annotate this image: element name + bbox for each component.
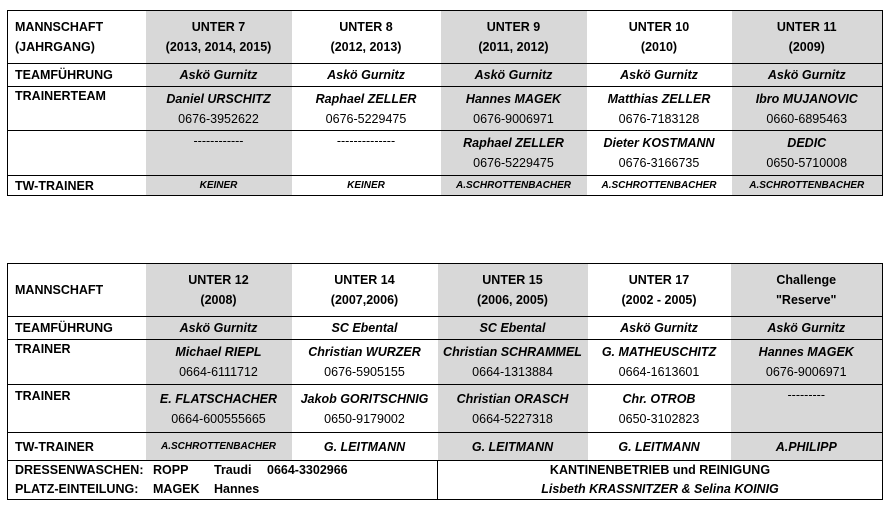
team-header: Challenge "Reserve": [731, 264, 883, 317]
trainer-cell: Michael RIEPL 0664-6111712: [146, 340, 292, 385]
teamfuehrung-cell: Askö Gurnitz: [588, 317, 731, 340]
team-header: UNTER 12 (2008): [146, 264, 292, 317]
trainer-cell: Christian WURZER 0676-5905155: [292, 340, 438, 385]
teamfuehrung-cell: SC Ebental: [438, 317, 588, 340]
team-header: UNTER 8 (2012, 2013): [330, 20, 402, 54]
trainer-label: TRAINER: [8, 385, 146, 433]
tw-trainer-cell: G. LEITMANN: [588, 433, 731, 461]
team-header: UNTER 9 (2011, 2012): [441, 11, 587, 64]
trainer-cell: Christian SCHRAMMEL 0664-1313884: [438, 340, 588, 385]
trainer-cell: Hannes MAGEK 0676-9006971: [731, 340, 883, 385]
trainerteam-label-empty: [8, 131, 146, 176]
teamfuehrung-label: TEAMFÜHRUNG: [8, 317, 146, 340]
trainer-cell: Matthias ZELLER 0676-7183128: [587, 87, 732, 131]
tw-trainer-cell: A.SCHROTTENBACHER: [732, 176, 883, 196]
teamfuehrung-cell: Askö Gurnitz: [146, 317, 292, 340]
platz-einteilung-firstname: Hannes: [214, 482, 260, 496]
trainer-cell: Christian ORASCH 0664-5227318: [438, 385, 588, 433]
tw-trainer-cell: A.PHILIPP: [731, 433, 883, 461]
teamfuehrung-label: TEAMFÜHRUNG: [8, 64, 146, 87]
trainer-label: TRAINER: [8, 340, 146, 385]
platz-einteilung-label: PLATZ-EINTEILUNG:: [15, 482, 139, 496]
teamfuehrung-cell: Askö Gurnitz: [587, 64, 732, 87]
trainer-cell: ------------: [146, 131, 292, 176]
kantine-names: Lisbeth KRASSNITZER & Selina KOINIG: [541, 482, 779, 496]
trainer-cell: Raphael ZELLER 0676-5229475: [441, 131, 587, 176]
mannschaft-label: MANNSCHAFT: [15, 283, 104, 297]
trainer-cell: ---------: [731, 385, 883, 433]
platz-einteilung-name: MAGEK: [153, 482, 200, 496]
trainer-cell: Dieter KOSTMANN 0676-3166735: [587, 131, 732, 176]
tw-trainer-cell: A.SCHROTTENBACHER: [441, 176, 587, 196]
footer-kantine: [438, 461, 883, 500]
trainerteam-label: TRAINERTEAM: [8, 87, 146, 131]
dressenwaschen-name: ROPP: [153, 463, 189, 477]
tw-trainer-label: TW-TRAINER: [8, 176, 146, 196]
trainer-cell: Ibro MUJANOVIC 0660-6895463: [732, 87, 883, 131]
tw-trainer-cell: G. LEITMANN: [292, 433, 438, 461]
team-header: UNTER 15 (2006, 2005): [438, 264, 588, 317]
teamfuehrung-cell: SC Ebental: [292, 317, 438, 340]
tw-trainer-cell: KEINER: [146, 176, 292, 196]
teamfuehrung-cell: Askö Gurnitz: [731, 317, 883, 340]
trainer-cell: --------------: [292, 131, 441, 176]
trainer-cell: Jakob GORITSCHNIG 0650-9179002: [292, 385, 438, 433]
teamfuehrung-cell: Askö Gurnitz: [732, 64, 883, 87]
team-header: UNTER 7 (2013, 2014, 2015): [146, 11, 292, 64]
dressenwaschen-firstname: Traudi: [214, 463, 252, 477]
dressenwaschen-phone: 0664-3302966: [267, 463, 348, 477]
trainer-cell: Daniel URSCHITZ 0676-3952622: [146, 87, 292, 131]
tw-trainer-cell: A.SCHROTTENBACHER: [587, 176, 732, 196]
dressenwaschen-label: DRESSENWASCHEN:: [15, 463, 144, 477]
tw-trainer-cell: KEINER: [292, 176, 441, 196]
trainer-cell: Hannes MAGEK 0676-9006971: [441, 87, 587, 131]
tw-trainer-label: TW-TRAINER: [8, 433, 146, 461]
teamfuehrung-cell: Askö Gurnitz: [441, 64, 587, 87]
footer-duties: [8, 461, 438, 500]
trainer-cell: E. FLATSCHACHER 0664-600555665: [146, 385, 292, 433]
trainer-cell: Chr. OTROB 0650-3102823: [588, 385, 731, 433]
youth-teams-table-1: [7, 10, 883, 196]
kantine-title: KANTINENBETRIEB und REINIGUNG: [549, 463, 771, 477]
tw-trainer-cell: G. LEITMANN: [438, 433, 588, 461]
trainer-cell: G. MATHEUSCHITZ 0664-1613601: [588, 340, 731, 385]
mannschaft-label: MANNSCHAFT (JAHRGANG): [15, 20, 104, 54]
team-header: UNTER 10 (2010): [628, 20, 690, 54]
team-header: UNTER 11 (2009): [732, 11, 883, 64]
teamfuehrung-cell: Askö Gurnitz: [146, 64, 292, 87]
tw-trainer-cell: A.SCHROTTENBACHER: [146, 433, 292, 461]
trainer-cell: Raphael ZELLER 0676-5229475: [292, 87, 441, 131]
team-header: UNTER 14 (2007,2006): [330, 273, 399, 307]
youth-teams-table-2: [7, 263, 883, 500]
trainer-cell: DEDIC 0650-5710008: [732, 131, 883, 176]
team-header: UNTER 17 (2002 - 2005): [621, 273, 697, 307]
teamfuehrung-cell: Askö Gurnitz: [292, 64, 441, 87]
